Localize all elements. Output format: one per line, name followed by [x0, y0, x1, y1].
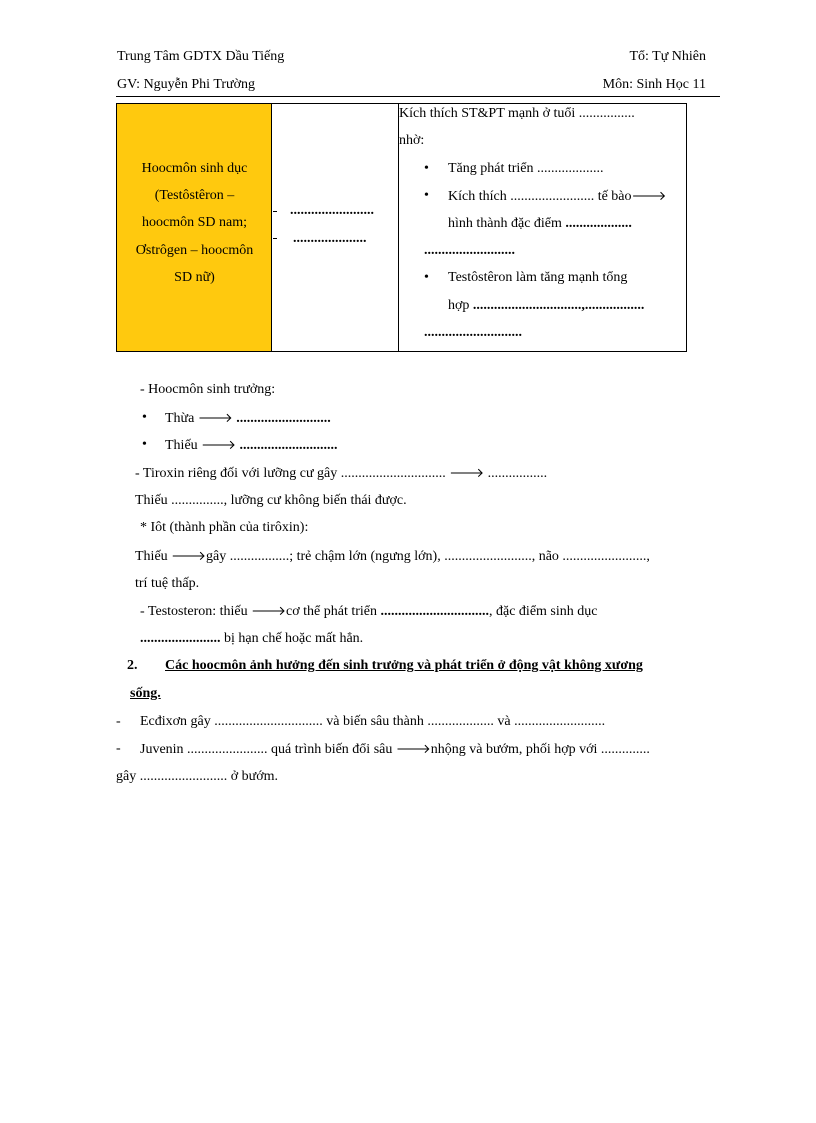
juvenile-text: Juvenin ....................... quá trình biến đổi sâu [140, 742, 393, 757]
hormone-name-line: SD nữ) [174, 270, 215, 285]
arrow-icon: 🡒 [251, 604, 287, 619]
effect-line [448, 216, 632, 232]
iodine-heading: * Iôt (thành phần của tirôxin): [140, 520, 309, 535]
testosterone-blank: ............................... [380, 604, 489, 619]
dash-marker: - [116, 714, 121, 729]
testosterone-line-end [140, 631, 363, 647]
testosterone-line [140, 603, 597, 620]
table-cell-source [272, 104, 399, 351]
header-department: Tổ: Tự Nhiên [629, 49, 706, 64]
hormone-table [116, 103, 687, 352]
iodine-label: Thiếu [135, 549, 168, 564]
ecdysone-line: Ecđixơn gây ............................... và biến sâu thành ................... và .......................... [140, 714, 606, 729]
header-divider [116, 96, 720, 97]
juvenile-line-end: gây ......................... ở bướm. [116, 769, 278, 784]
section-heading: Các hoocmôn ảnh hưởng đến sinh trưởng và phát triển ở động vật không xương [165, 658, 643, 673]
effect-bullet [448, 188, 666, 205]
juvenile-line [140, 741, 650, 758]
arrow-icon: 🡒 [395, 742, 431, 757]
thyroxine-blank: ................. [487, 466, 548, 481]
effect-line: nhờ: [399, 133, 425, 148]
effect-blank: ................... [565, 216, 632, 231]
thyroxine-deficiency-line: Thiếu ..............., lưỡng cư không biến thái được. [135, 493, 407, 508]
table-cell-effect [399, 104, 686, 351]
effect-blank: .......................... [424, 243, 515, 258]
source-blank: ........................ [290, 203, 374, 218]
effect-blank: ............................ [424, 325, 522, 340]
tick-mark [273, 211, 277, 212]
hormone-name-line: Hoocmôn sinh dục [141, 161, 248, 176]
iodine-line-end: trí tuệ thấp. [135, 576, 200, 591]
excess-line [165, 410, 331, 427]
effect-line: Kích thích ST&PT mạnh ở tuổi ................ [399, 106, 635, 121]
bullet-icon: • [142, 410, 147, 425]
source-blank: ..................... [293, 231, 367, 246]
growth-hormone-heading: - Hoocmôn sinh trưởng: [140, 382, 276, 397]
iodine-text: gây .................; trẻ chậm lớn (ngưng lớn), ........................., não ........................, [206, 549, 650, 564]
excess-blank: ........................... [236, 411, 331, 426]
arrow-icon: 🡒 [201, 438, 237, 453]
effect-text: hình thành đặc điểm [448, 216, 562, 231]
table-cell-hormone-name [117, 104, 272, 351]
thyroxine-text: - Tiroxin riêng đối với lưỡng cư gây .............................. [135, 466, 446, 481]
section-number: 2. [127, 658, 138, 673]
effect-bullet-text: Kích thích ........................ tế bào [448, 189, 632, 204]
thyroxine-line [135, 465, 547, 482]
arrow-icon: 🡒 [197, 411, 233, 426]
effect-text: hợp [448, 298, 470, 313]
testosterone-text: bị hạn chế hoặc mất hẳn. [220, 631, 364, 646]
arrow-icon: 🡒 [171, 549, 207, 564]
header-teacher: GV: Nguyễn Phi Trường [117, 77, 256, 92]
testosterone-blank: ....................... [140, 631, 221, 646]
hormone-name-line: (Testôstêron – [154, 188, 235, 203]
header-school: Trung Tâm GDTX Dầu Tiếng [117, 49, 285, 64]
effect-bullet: • Tăng phát triển ................... [448, 161, 604, 177]
testosterone-text: , đặc điểm sinh dục [489, 604, 598, 619]
iodine-line [135, 548, 650, 565]
tick-mark [273, 238, 277, 239]
testosterone-label: - Testosteron: thiếu [140, 604, 248, 619]
effect-bullet: • Testôstêron làm tăng mạnh tổng [448, 270, 627, 286]
deficiency-line [165, 437, 338, 454]
effect-line [448, 298, 644, 314]
dash-marker: - [116, 741, 121, 756]
hormone-name-line: hoocmôn SD nam; [142, 215, 247, 230]
juvenile-text: nhộng và bướm, phối hợp với .............. [430, 742, 650, 757]
deficiency-label: Thiếu [165, 438, 198, 453]
deficiency-blank: ............................ [239, 438, 338, 453]
effect-blank: ...............................,................. [472, 298, 645, 313]
bullet-icon: • [142, 437, 147, 452]
hormone-name-line: Ơstrôgen – hoocmôn [135, 243, 254, 258]
arrow-icon: 🡒 [449, 466, 485, 481]
testosterone-text: cơ thể phát triển [286, 604, 377, 619]
header-subject: Môn: Sinh Học 11 [602, 77, 706, 92]
section-heading-cont: sống. [130, 686, 161, 701]
arrow-icon: 🡒 [631, 189, 667, 204]
excess-label: Thừa [165, 411, 195, 426]
